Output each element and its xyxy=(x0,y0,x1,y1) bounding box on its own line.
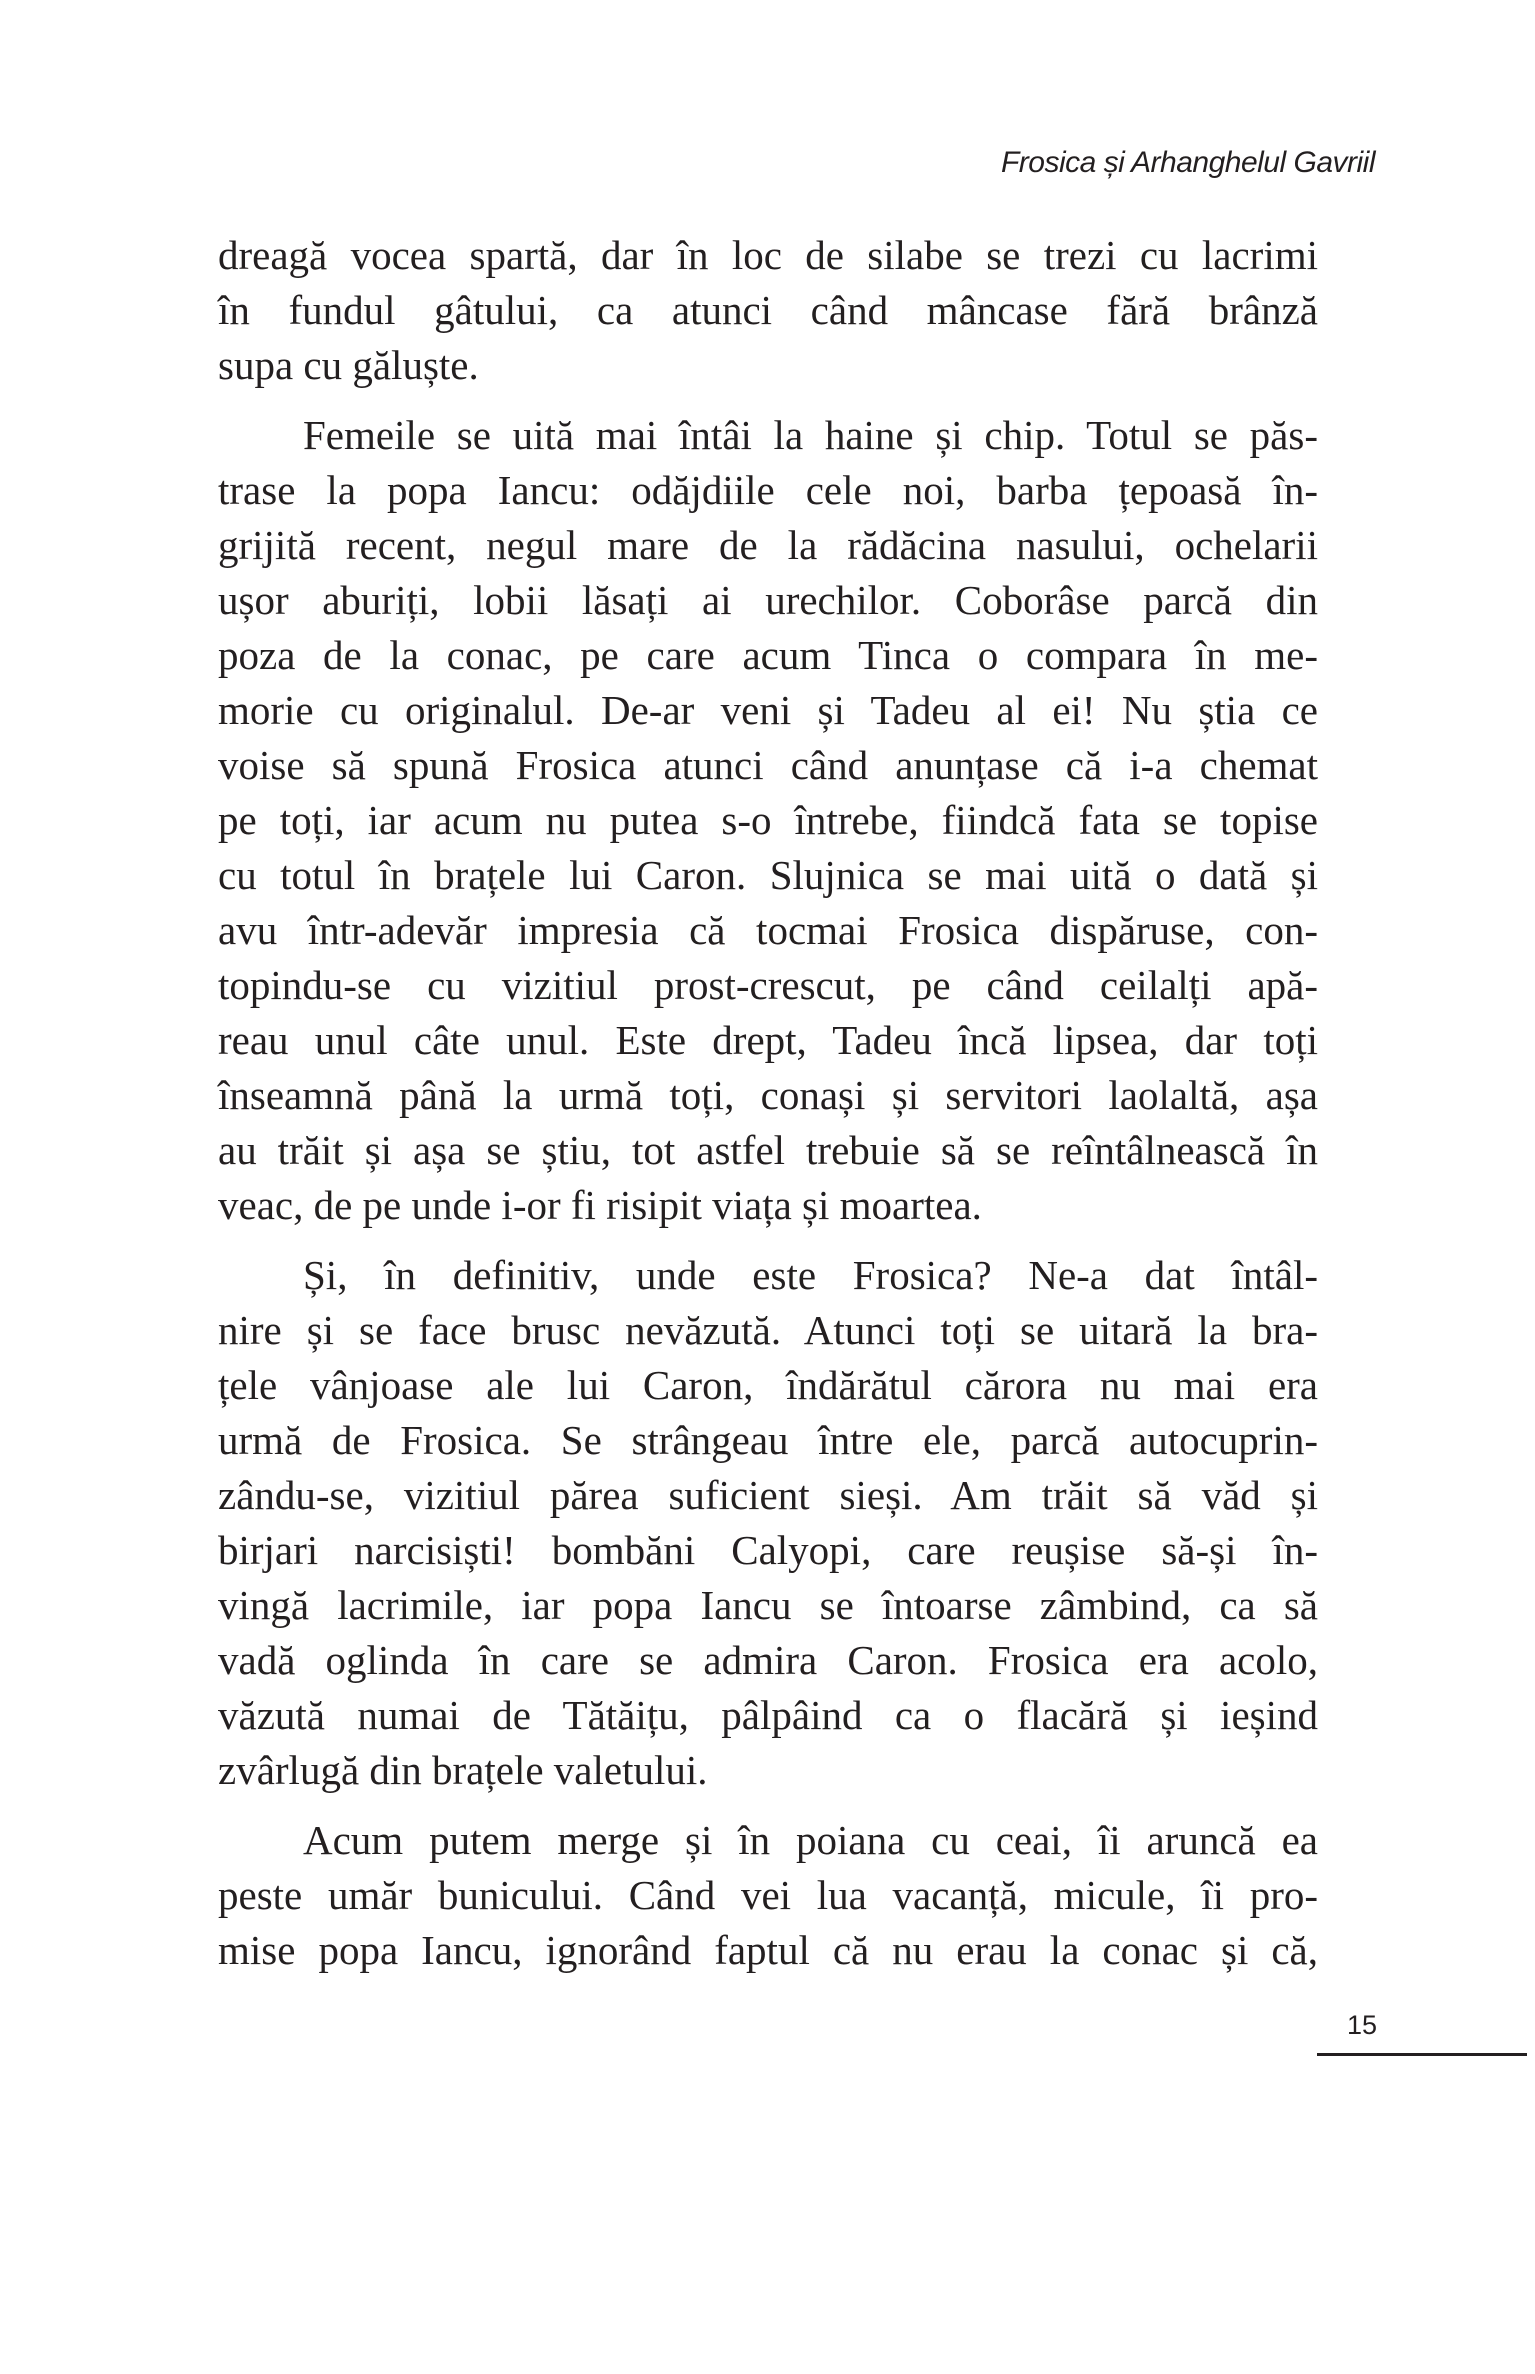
footer-rule xyxy=(1317,2053,1527,2056)
paragraph xyxy=(218,1248,1318,1798)
paragraph xyxy=(218,228,1318,393)
text-line: peste umăr bunicului. Când vei lua vacanță, micule, îi pro- xyxy=(218,1872,1318,1918)
text-line: trase la popa Iancu: odăjdiile cele noi, barba țepoasă în- xyxy=(218,467,1318,513)
text-line: nire și se face brusc nevăzută. Atunci toți se uitară la bra- xyxy=(218,1307,1318,1353)
text-line: birjari narcisiști! bombăni Calyopi, care reușise să-și în- xyxy=(218,1527,1318,1573)
text-line: zându-se, vizitiul părea suficient sieși. Am trăit să văd și xyxy=(218,1472,1318,1518)
text-line: grijită recent, negul mare de la rădăcina nasului, ochelarii xyxy=(218,522,1318,568)
text-line: țele vânjoase ale lui Caron, îndărătul cărora nu mai era xyxy=(218,1362,1318,1408)
paragraph xyxy=(218,1813,1318,1978)
text-line: dreagă vocea spartă, dar în loc de silabe se trezi cu lacrimi xyxy=(218,232,1318,278)
text-line: vadă oglinda în care se admira Caron. Frosica era acolo, xyxy=(218,1637,1318,1683)
text-line: Femeile se uită mai întâi la haine și chip. Totul se păs- xyxy=(303,412,1318,458)
text-line: văzută numai de Tătăițu, pâlpâind ca o flacără și ieșind xyxy=(218,1692,1318,1738)
text-line: Și, în definitiv, unde este Frosica? Ne-a dat întâl- xyxy=(303,1252,1318,1298)
text-line: au trăit și așa se știu, tot astfel trebuie să se reîntâlnească în xyxy=(218,1127,1318,1173)
text-line: poza de la conac, pe care acum Tinca o compara în me- xyxy=(218,632,1318,678)
paragraph xyxy=(218,408,1318,1233)
text-line: urmă de Frosica. Se strângeau între ele, parcă autocuprin- xyxy=(218,1417,1318,1463)
text-line: vingă lacrimile, iar popa Iancu se întoarse zâmbind, ca să xyxy=(218,1582,1318,1628)
page-number: 15 xyxy=(1347,2010,1378,2040)
text-line: în fundul gâtului, ca atunci când mâncase fără brânză xyxy=(218,287,1318,333)
text-line: topindu-se cu vizitiul prost-crescut, pe când ceilalți apă- xyxy=(218,962,1318,1008)
text-line: pe toți, iar acum nu putea s-o întrebe, fiindcă fata se topise xyxy=(218,797,1318,843)
text-line: reau unul câte unul. Este drept, Tadeu încă lipsea, dar toți xyxy=(218,1017,1318,1063)
text-line: ușor aburiți, lobii lăsați ai urechilor. Coborâse parcă din xyxy=(218,577,1318,623)
text-line: voise să spună Frosica atunci când anunțase că i-a chemat xyxy=(218,742,1318,788)
text-line: zvârlugă din brațele valetului. xyxy=(218,1747,708,1793)
text-line: supa cu găluște. xyxy=(218,342,479,388)
text-line: morie cu originalul. De-ar veni și Tadeu al ei! Nu știa ce xyxy=(218,687,1318,733)
text-line: Acum putem merge și în poiana cu ceai, îi aruncă ea xyxy=(303,1817,1318,1863)
text-line: cu totul în brațele lui Caron. Slujnica se mai uită o dată și xyxy=(218,852,1318,898)
text-line: avu într-adevăr impresia că tocmai Frosica dispăruse, con- xyxy=(218,907,1318,953)
text-line: mise popa Iancu, ignorând faptul că nu erau la conac și că, xyxy=(218,1927,1318,1973)
body-text xyxy=(218,228,1318,1978)
running-head-title: Frosica și Arhanghelul Gavriil xyxy=(1000,146,1375,179)
text-line: veac, de pe unde i-or fi risipit viața și moartea. xyxy=(218,1182,982,1228)
text-line: înseamnă până la urmă toți, conași și servitori laolaltă, așa xyxy=(218,1072,1318,1118)
